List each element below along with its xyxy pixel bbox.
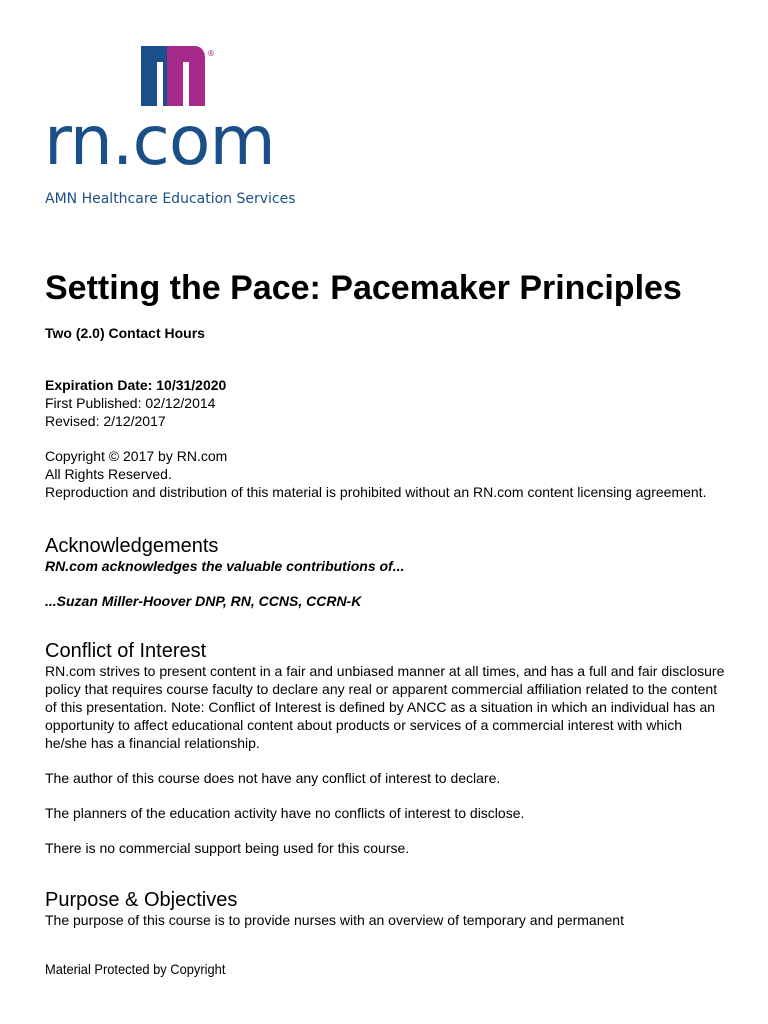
copyright-line: Copyright © 2017 by RN.com [45,448,228,464]
coi-paragraph: RN.com strives to present content in a fair and unbiased manner at all times, and has a full and fair disclosure policy that requires course faculty to declare any real or apparent commercial affiliation related to the content of this presentation. Note: Conflict of Interest is defined by ANCC as a situation in which an individual has an opportunity to affect educational content about products or services of a commercial interest with which he/she has a financial relationship. [45,663,725,751]
first-published-date: First Published: 02/12/2014 [45,395,216,411]
purpose-text: The purpose of this course is to provide nurses with an overview of temporary and permanent [45,912,624,928]
conflict-of-interest-heading: Conflict of Interest [45,640,207,662]
logo-tagline: AMN Healthcare Education Services [45,191,296,207]
acknowledgements-intro: RN.com acknowledges the valuable contributions of... [45,558,405,574]
rights-line: All Rights Reserved. [45,466,172,482]
svg-text:®: ® [207,49,215,58]
document-title: Setting the Pace: Pacemaker Principles [45,269,682,307]
coi-paragraph: The planners of the education activity have no conflicts of interest to disclose. [45,805,525,821]
publication-info [45,376,725,430]
acknowledged-contributor: ...Suzan Miller-Hoover DNP, RN, CCNS, CCRN-K [45,593,362,609]
copyright-block [45,447,725,501]
coi-paragraph: There is no commercial support being used for this course. [45,840,410,856]
purpose-heading: Purpose & Objectives [45,889,238,911]
coi-paragraph: The author of this course does not have any conflict of interest to declare. [45,770,501,786]
conflict-of-interest-section [45,640,725,857]
logo-wordmark: rn.com [44,102,275,181]
purpose-objectives-section [45,889,725,929]
reproduction-notice: Reproduction and distribution of this material is prohibited without an RN.com content licensing agreement. [45,484,707,500]
acknowledgements-heading: Acknowledgements [45,535,219,557]
acknowledgements-section [45,535,725,610]
rn-com-logo [44,44,304,214]
revised-date: Revised: 2/12/2017 [45,413,166,429]
document-content [45,268,725,929]
contact-hours: Two (2.0) Contact Hours [45,325,205,341]
copyright-footer: Material Protected by Copyright [45,961,226,977]
rn-logo-mark-icon [141,46,221,110]
expiration-date: Expiration Date: 10/31/2020 [45,377,227,393]
